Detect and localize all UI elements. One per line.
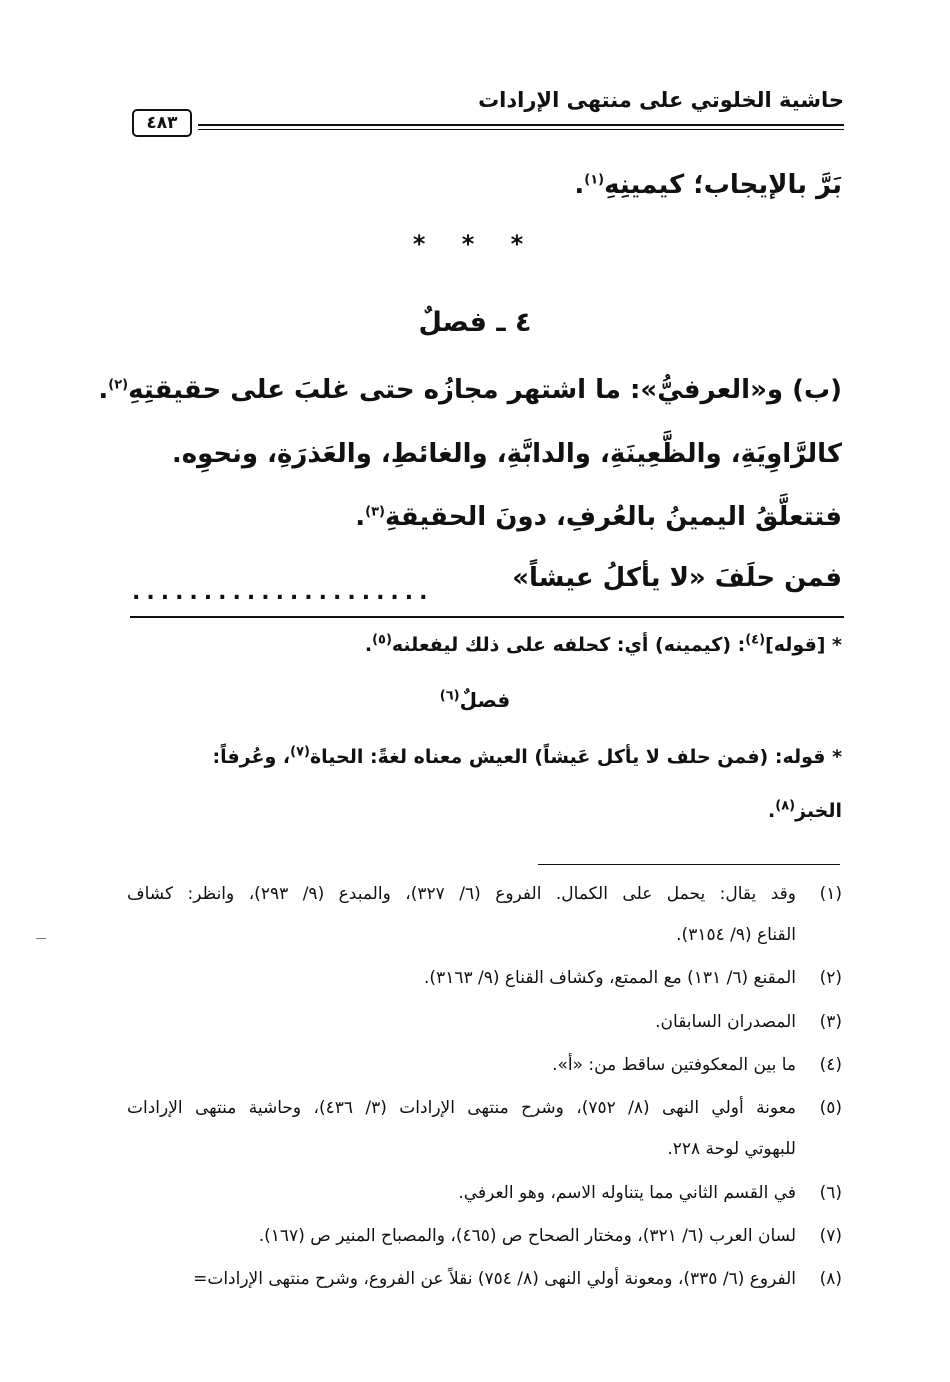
footnote-ref[interactable]: (٦) — [439, 688, 460, 704]
page-number: ٤٨٣ — [132, 109, 192, 137]
footnote-line: في القسم الثاني مما يتناوله الاسم، وهو العرفي. — [458, 1183, 796, 1203]
commentary-2-line-2: الخبز$^{(٨)}$. — [768, 798, 842, 822]
footnote-ref[interactable]: (٣) — [365, 504, 385, 520]
page-header — [132, 88, 844, 138]
main-line-4: فتتعلَّقُ اليمينُ بالعُرفِ، دونَ الحقيقةِ$^{(٣)}$. — [355, 502, 842, 532]
footnote-ref[interactable]: (٧) — [290, 744, 310, 760]
footnote-ref[interactable]: (٢) — [108, 377, 129, 393]
footnote-line: المقنع (٦/ ١٣١) مع الممتع، وكشاف القناع (٩/ ٣١٦٣). — [424, 968, 796, 988]
footnote-divider — [538, 864, 840, 865]
running-title: حاشية الخلوتي على منتهى الإرادات — [478, 88, 844, 112]
footnote-number: (١) — [819, 884, 842, 904]
footnote-line: ما بين المعكوفتين ساقط من: «أ». — [552, 1055, 796, 1075]
main-line-3: كالرَّاوِيَةِ، والظَّعِينَةِ، والدابَّةِ، والغائطِ، والعَذرَةِ، ونحوِه. — [171, 439, 842, 469]
footnote-number: (٨) — [819, 1269, 842, 1289]
footnote-line: معونة أولي النهى (٨/ ٧٥٢)، وشرح منتهى الإرادات (٣/ ٤٣٦)، وحاشية منتهى الإرادات — [127, 1098, 797, 1118]
footnote-line: القناع (٩/ ٣١٥٤). — [676, 925, 796, 945]
main-line-1: بَرَّ بالإيجاب؛ كيمينِهِ$^{(١)}$. — [574, 170, 842, 200]
footnote-line: لسان العرب (٦/ ٣٢١)، ومختار الصحاح ص (٤٦٥)، والمصباح المنير ص (١٦٧). — [258, 1226, 796, 1246]
main-line-2: (ب) و«العرفيُّ»: ما اشتهر مجازُه حتى غلبَ على حقيقتِهِ$^{(٢)}$. — [98, 375, 842, 405]
section-ornament: * * * — [412, 230, 538, 258]
footnote-number: (٦) — [819, 1183, 842, 1203]
footnote-ref[interactable]: (٤) — [745, 632, 766, 648]
footnote-ref[interactable]: (٥) — [372, 632, 392, 648]
footnote-number: (٥) — [819, 1098, 842, 1118]
footnote-line: وقد يقال: يحمل على الكمال. الفروع (٦/ ٣٢٧)، والمبدع (٩/ ٢٩٣)، وانظر: كشاف — [127, 884, 796, 904]
chapter-heading: ٤ ـ فصلٌ — [418, 307, 532, 338]
footnote-line: الفروع (٦/ ٣٣٥)، ومعونة أولي النهى (٨/ ٧٥٤) نقلاً عن الفروع، وشرح منتهى الإرادات= — [193, 1269, 796, 1289]
commentary-2-line-1: * قوله: (فمن حلف لا يأكل عَيشاً) العيش معناه لغةً: الحياة$^{(٧)}$، وعُرفاً: — [212, 744, 842, 768]
text-commentary-divider — [130, 616, 844, 618]
footnote-number: (٤) — [819, 1055, 842, 1075]
header-rule — [198, 124, 844, 130]
commentary-heading: فصلٌ$^{(٦)}$ — [439, 688, 511, 712]
footnote-ref[interactable]: (٨) — [775, 798, 796, 814]
footnote-number: (٢) — [819, 968, 842, 988]
footnote-ref[interactable]: (١) — [584, 172, 605, 188]
footnote-line: المصدران السابقان. — [655, 1012, 796, 1032]
commentary-1: * [قوله]$^{(٤)}$: (كيمينه) أي: كحلفه على ذلك ليفعلنه$^{(٥)}$. — [364, 632, 842, 656]
footnote-number: (٧) — [819, 1226, 842, 1246]
continuation-dots: ..................... — [132, 580, 434, 605]
main-line-5: فمن حلَفَ «لا يأكلُ عيشاً» — [512, 563, 842, 593]
footnote-line: للبهوتي لوحة ٢٢٨. — [667, 1139, 796, 1159]
footnote-number: (٣) — [819, 1012, 842, 1032]
scan-artifact — [36, 938, 46, 939]
